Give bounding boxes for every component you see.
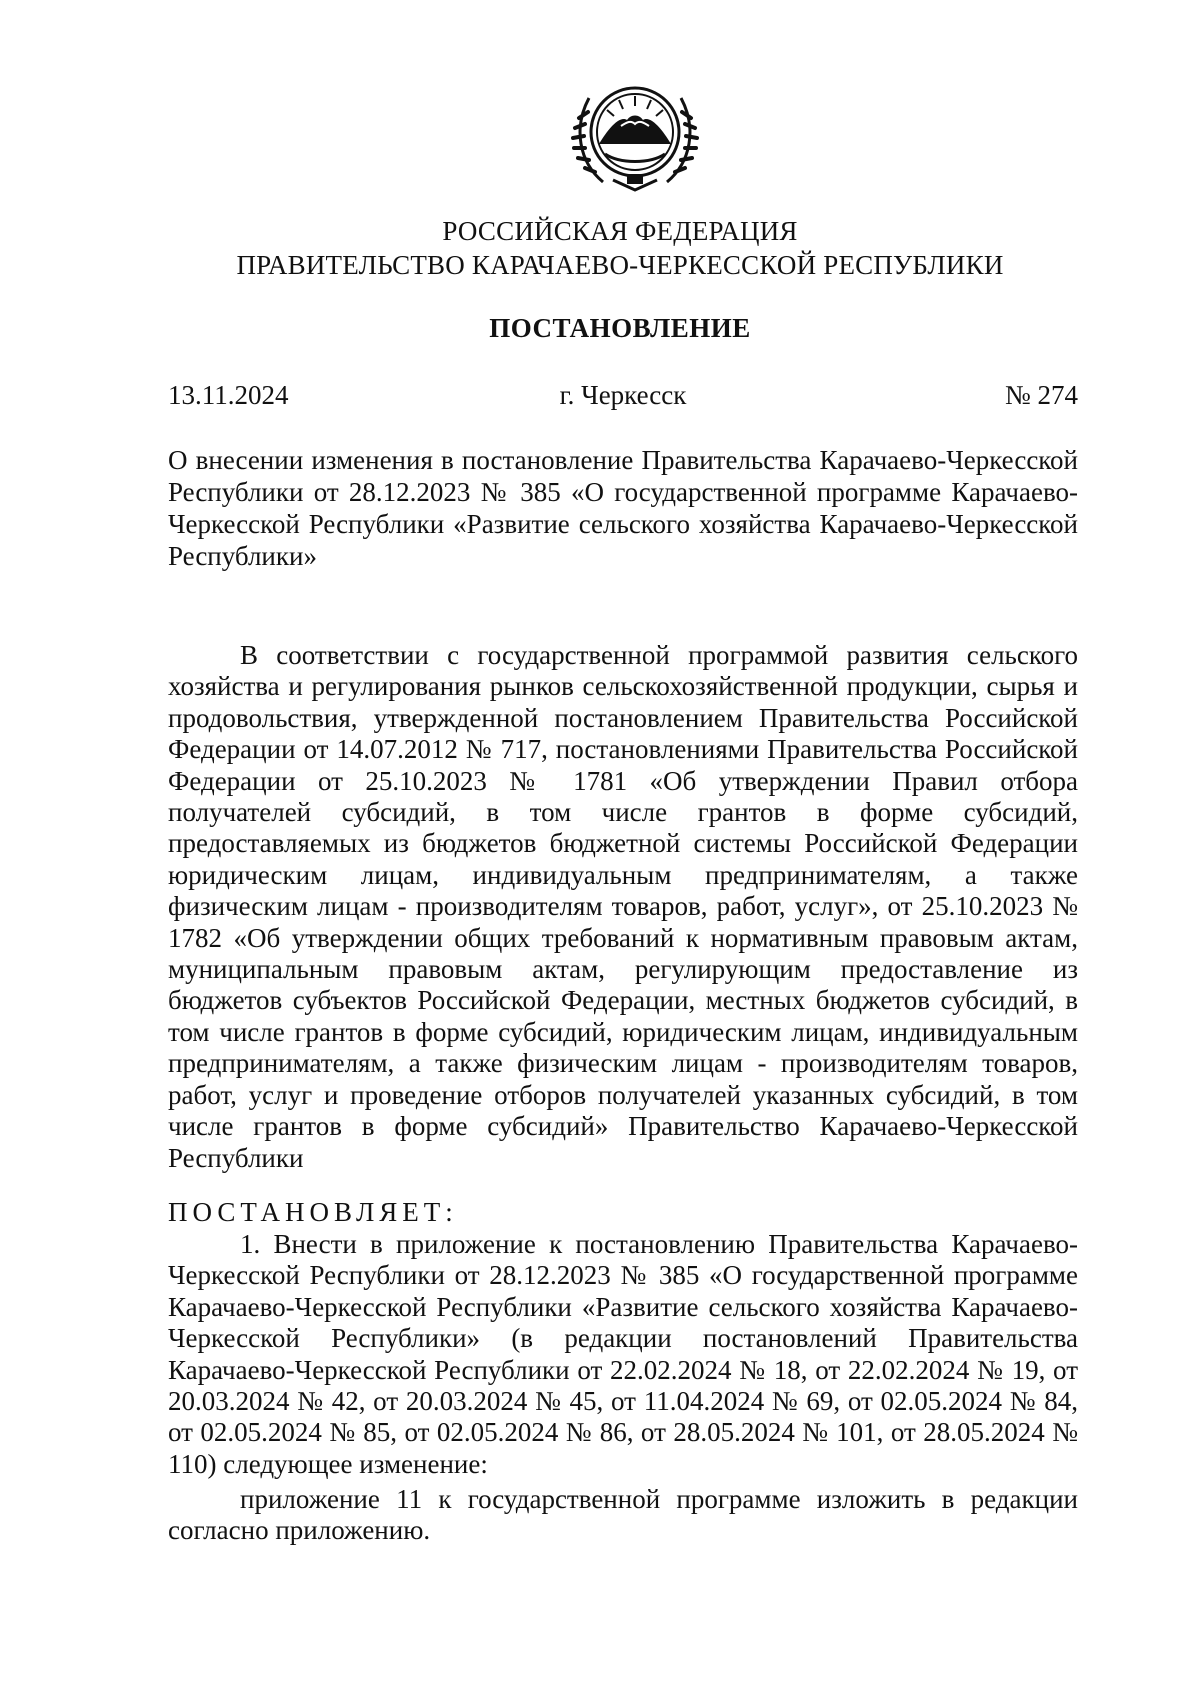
document-header xyxy=(168,214,1072,282)
header-government: ПРАВИТЕЛЬСТВО КАРАЧАЕВО-ЧЕРКЕССКОЙ РЕСПУБЛИКИ xyxy=(236,250,1004,280)
document-meta-row xyxy=(168,378,1078,412)
document-preamble: В соответствии с государственной программой развития сельского хозяйства и регулирования рынков сельскохозяйственной продукции, сырья и продовольствия, утвержденной постановлением Правительства Российской Федерации от 14.07.2012 № 717, постановлениями Правительства Российской Федерации от 25.10.2023 № 1781 «Об утверждении Правил отбора получателей субсидий, в том числе грантов в форме субсидий, предоставляемых из бюджетов бюджетной системы Российской Федерации юридическим лицам, индивидуальным предпринимателям, а также физическим лицам - производителям товаров, работ, услуг», от 25.10.2023 № 1782 «Об утверждении общих требований к нормативным правовым актам, муниципальным правовым актам, регулирующим предоставление из бюджетов субъектов Российской Федерации, местных бюджетов субсидий, в том числе грантов в форме субсидий, юридическим лицам, индивидуальным предпринимателям, а также физическим лицам - производителям товаров, работ, услуг и проведение отборов получателей указанных субсидий, в том числе грантов в форме субсидий» Правительство Карачаево-Черкесской Республики xyxy=(168,640,1078,1173)
document-city: г. Черкесск xyxy=(559,380,687,410)
document-date: 13.11.2024 xyxy=(168,380,289,410)
document-number: № 274 xyxy=(1004,380,1078,410)
header-country: РОССИЙСКАЯ ФЕДЕРАЦИЯ xyxy=(442,216,798,246)
resolution-item-1: 1. Внести в приложение к постановлению Правительства Карачаево-Черкесской Республики от 28.12.2023 № 385 «О государственной программе Карачаево-Черкесской Республики «Развитие сельского хозяйства Карачаево-Черкесской Республики» (в редакции постановлений Правительства Карачаево-Черкесской Республики от 22.02.2024 № 18, от 22.02.2024 № 19, от 20.03.2024 № 42, от 20.03.2024 № 45, от 11.04.2024 № 69, от 02.05.2024 № 84, от 02.05.2024 № 85, от 02.05.2024 № 86, от 28.05.2024 № 101, от 28.05.2024 № 110) следующее изменение: xyxy=(168,1229,1078,1479)
coat-of-arms-emblem-icon xyxy=(565,62,705,202)
document-type-title: ПОСТАНОВЛЕНИЕ xyxy=(489,313,751,343)
document-resolves: ПОСТАНОВЛЯЕТ: xyxy=(168,1197,458,1227)
document-subject: О внесении изменения в постановление Правительства Карачаево-Черкесской Республики от 28.12.2023 № 385 «О государственной программе Карачаево-Черкесской Республики «Развитие сельского хозяйства Карачаево-Черкесской Республики» xyxy=(168,445,1078,571)
resolution-item-1-change: приложение 11 к государственной программе изложить в редакции согласно приложению. xyxy=(168,1484,1078,1546)
